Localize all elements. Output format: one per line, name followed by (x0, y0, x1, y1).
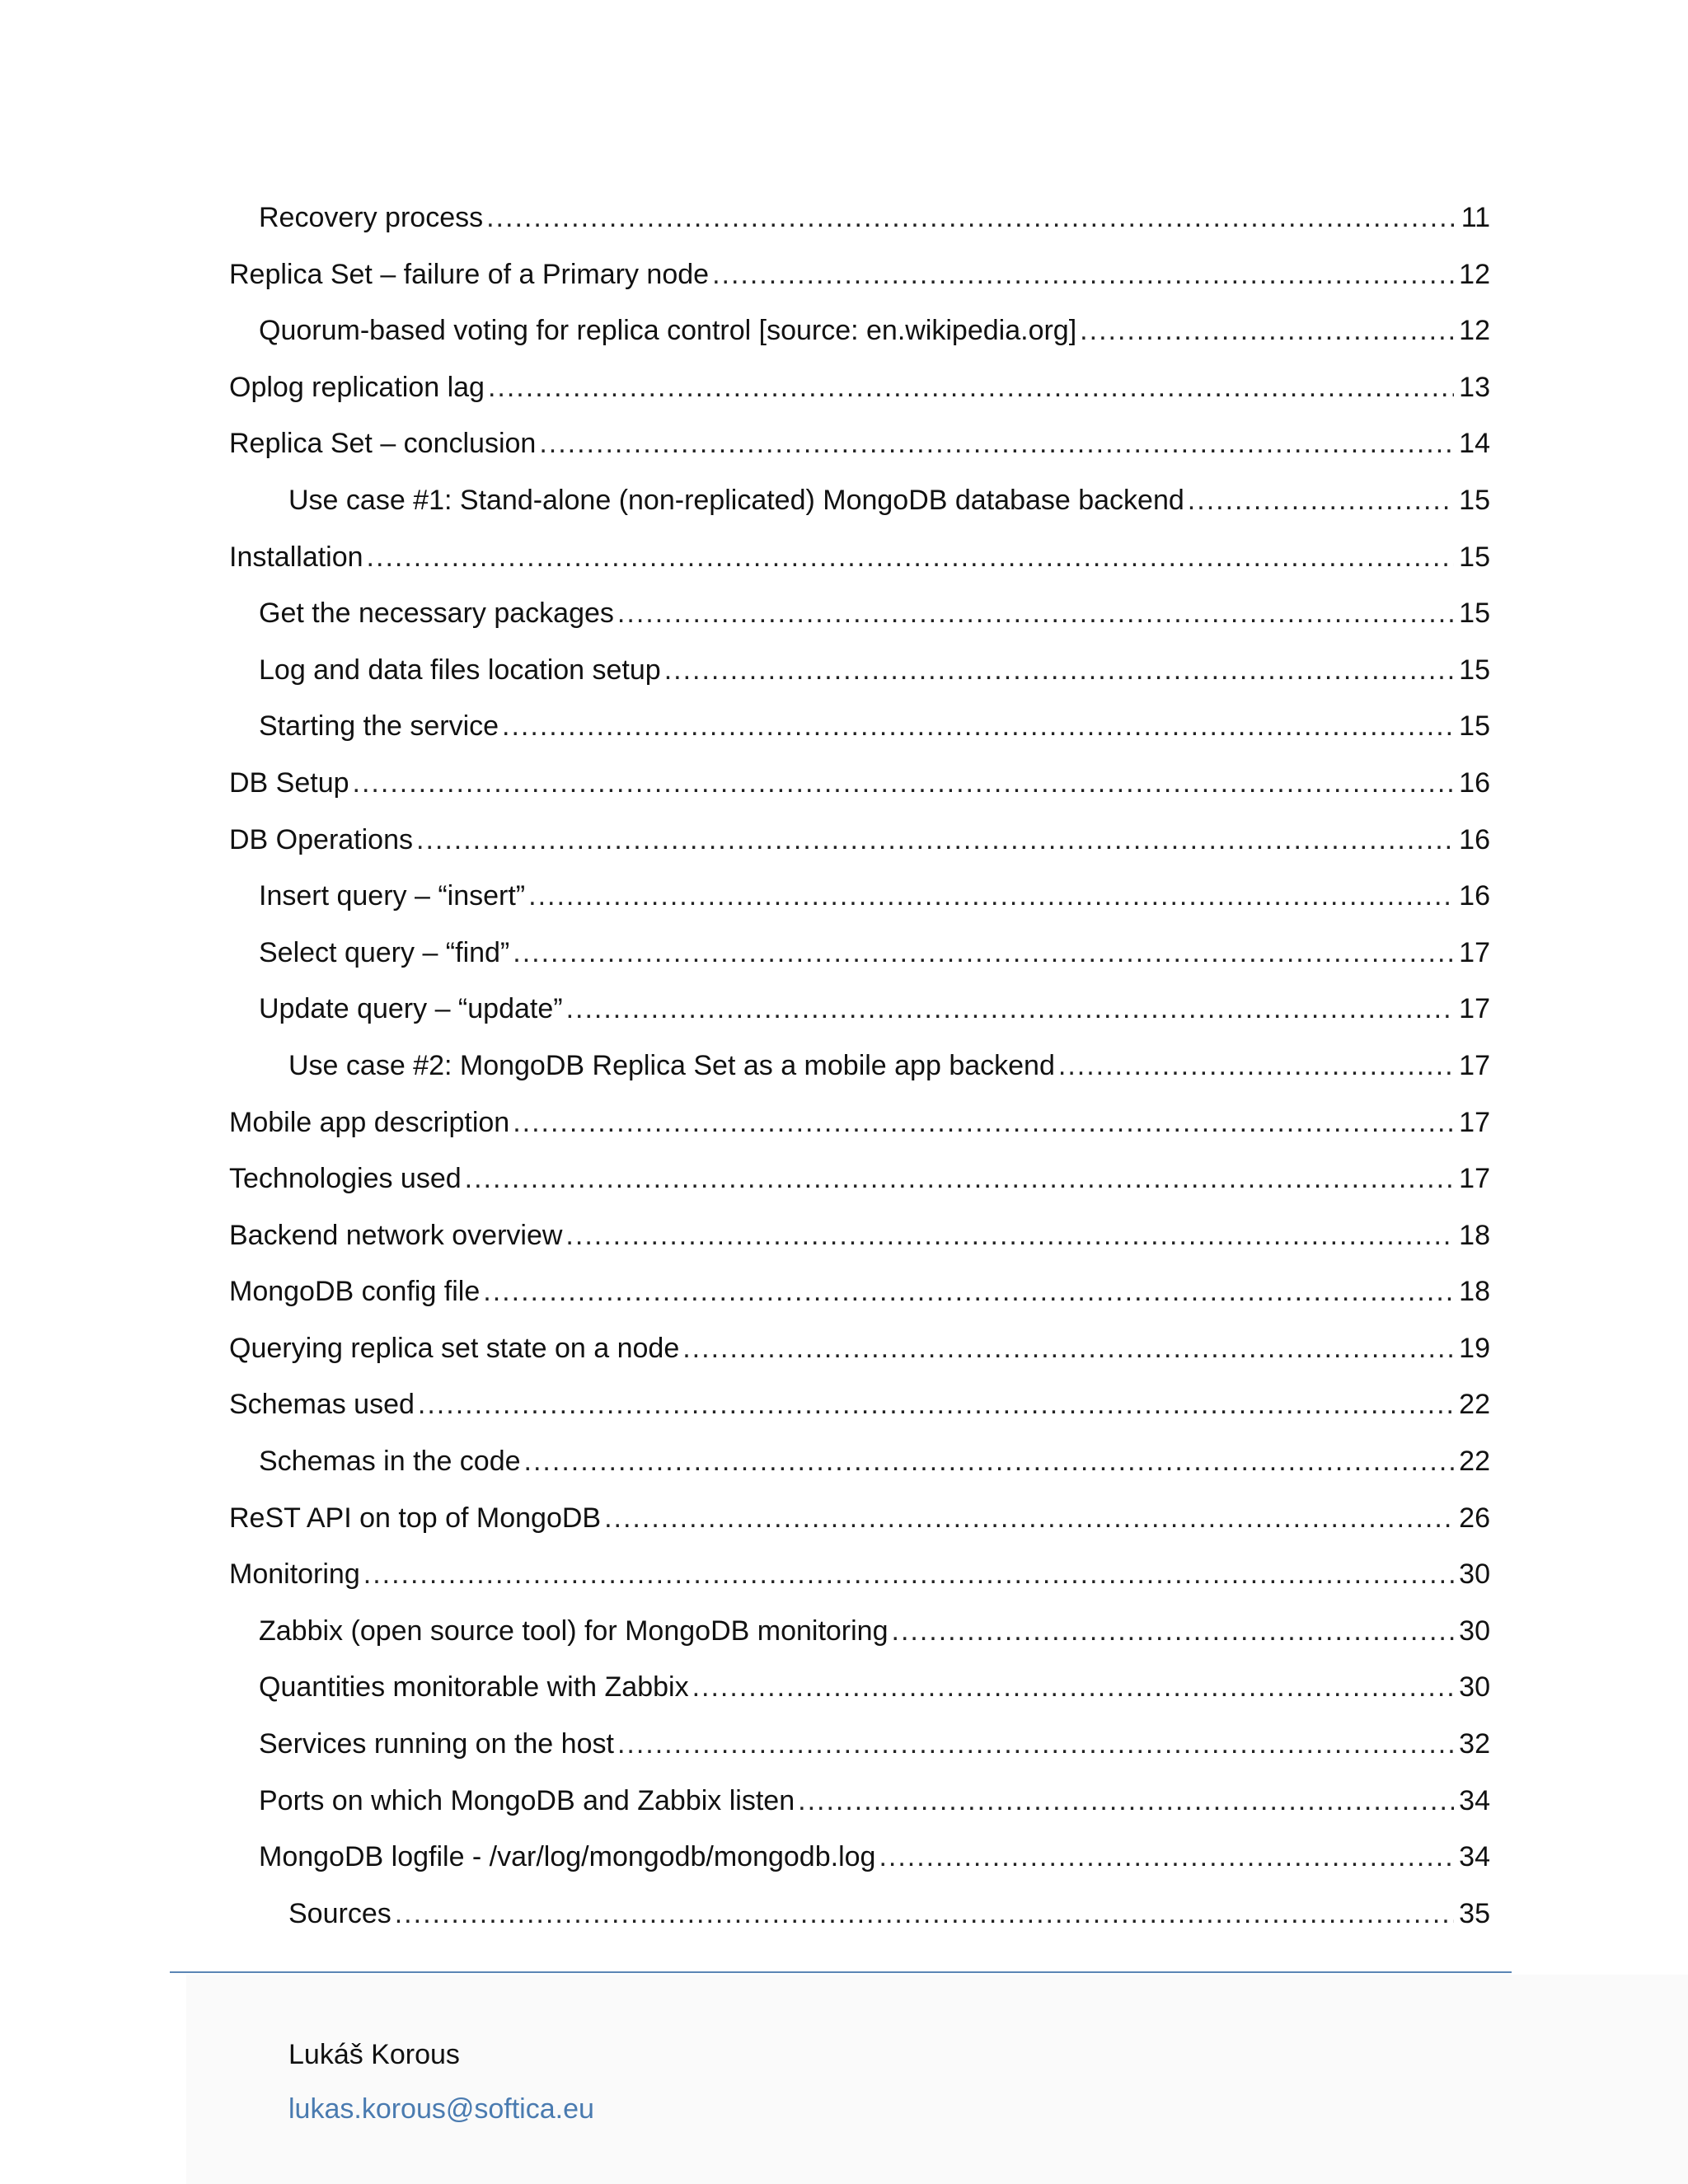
footer-author: Lukáš Korous (288, 2039, 460, 2070)
toc-entry[interactable] (229, 1214, 1490, 1271)
toc-entry[interactable] (229, 649, 1490, 705)
toc-entry-page-number: 19 (1459, 1332, 1490, 1364)
toc-dot-leader (664, 649, 1454, 691)
toc-entry-title: MongoDB config file (229, 1276, 481, 1308)
toc-entry-page-number: 18 (1459, 1276, 1490, 1308)
footer-divider (170, 1971, 1512, 1973)
toc-entry-title: Installation (229, 541, 363, 573)
toc-dot-leader (879, 1835, 1454, 1878)
toc-entry-page-number: 16 (1459, 766, 1490, 799)
toc-entry-title: Replica Set – failure of a Primary node (229, 258, 710, 290)
toc-dot-leader (692, 1666, 1454, 1708)
toc-entry[interactable] (229, 1157, 1490, 1214)
toc-entry-title: Zabbix (open source tool) for MongoDB monitoring (259, 1615, 889, 1647)
toc-entry-page-number: 15 (1459, 598, 1490, 630)
toc-entry-page-number: 17 (1459, 1049, 1490, 1081)
toc-dot-leader (539, 422, 1454, 465)
toc-entry-title: Mobile app description (229, 1106, 510, 1138)
toc-entry-page-number: 15 (1459, 654, 1490, 686)
toc-entry[interactable] (229, 987, 1490, 1044)
toc-entry-page-number: 30 (1459, 1671, 1490, 1704)
toc-dot-leader (416, 818, 1454, 861)
toc-dot-leader (712, 253, 1454, 296)
toc-dot-leader (418, 1383, 1454, 1426)
toc-entry[interactable] (229, 1553, 1490, 1610)
toc-entry[interactable] (229, 1327, 1490, 1384)
toc-dot-leader (528, 874, 1454, 917)
toc-entry-page-number: 15 (1459, 710, 1490, 743)
toc-entry-title: Backend network overview (229, 1219, 563, 1251)
toc-entry-title: Recovery process (259, 202, 484, 233)
toc-entry-title: Insert query – “insert” (259, 880, 526, 912)
toc-entry-title: Services running on the host (259, 1728, 614, 1760)
footer-email-link[interactable]: lukas.korous@softica.eu (288, 2093, 594, 2125)
toc-dot-leader (465, 1157, 1454, 1200)
toc-entry-title: Schemas in the code (259, 1446, 521, 1478)
toc-entry-page-number: 32 (1459, 1728, 1490, 1760)
toc-dot-leader (486, 196, 1454, 239)
toc-entry-title: MongoDB logfile - /var/log/mongodb/mongodb.log (259, 1841, 876, 1873)
toc-entry-page-number: 30 (1459, 1615, 1490, 1647)
toc-dot-leader (617, 592, 1454, 635)
toc-entry-page-number: 30 (1459, 1558, 1490, 1591)
toc-entry-page-number: 35 (1459, 1897, 1490, 1929)
toc-entry-title: Use case #1: Stand-alone (non-replicated) MongoDB database backend (288, 484, 1184, 516)
toc-entry[interactable] (229, 253, 1490, 310)
toc-entry-title: Technologies used (229, 1163, 462, 1195)
toc-entry[interactable] (229, 1610, 1490, 1666)
toc-entry[interactable] (229, 931, 1490, 988)
toc-entry-title: Starting the service (259, 710, 499, 743)
toc-entry-page-number: 34 (1459, 1784, 1490, 1816)
toc-dot-leader (565, 1214, 1454, 1257)
toc-dot-leader (363, 1553, 1454, 1596)
toc-entry[interactable] (229, 874, 1490, 931)
toc-entry-title: Sources (288, 1897, 392, 1929)
toc-entry[interactable] (229, 705, 1490, 762)
toc-entry[interactable] (229, 479, 1490, 536)
toc-entry[interactable] (229, 1101, 1490, 1158)
toc-entry[interactable] (229, 762, 1490, 818)
toc-entry-page-number: 16 (1459, 823, 1490, 855)
toc-entry-page-number: 26 (1459, 1502, 1490, 1534)
toc-dot-leader (488, 366, 1454, 409)
toc-entry-page-number: 11 (1461, 202, 1490, 233)
toc-dot-leader (617, 1722, 1454, 1765)
toc-dot-leader (604, 1497, 1454, 1540)
toc-entry-title: Log and data files location setup (259, 654, 661, 686)
toc-dot-leader (395, 1892, 1454, 1935)
toc-entry[interactable] (229, 818, 1490, 875)
toc-entry[interactable] (229, 1835, 1490, 1892)
toc-dot-leader (892, 1610, 1455, 1652)
toc-entry-title: Select query – “find” (259, 936, 510, 968)
toc-entry[interactable] (229, 1497, 1490, 1554)
toc-entry-title: DB Setup (229, 766, 349, 799)
toc-entry-page-number: 17 (1459, 1163, 1490, 1195)
toc-dot-leader (353, 762, 1454, 804)
toc-entry-title: Oplog replication lag (229, 371, 485, 403)
toc-entry-title: Monitoring (229, 1558, 360, 1591)
toc-entry-page-number: 12 (1459, 258, 1490, 290)
toc-entry-page-number: 14 (1459, 428, 1490, 460)
toc-entry[interactable] (229, 1779, 1490, 1836)
toc-dot-leader (513, 1101, 1454, 1144)
toc-entry[interactable] (229, 1666, 1490, 1722)
toc-entry-title: Ports on which MongoDB and Zabbix listen (259, 1784, 795, 1816)
toc-entry-page-number: 22 (1459, 1446, 1490, 1478)
toc-entry-page-number: 17 (1459, 993, 1490, 1025)
toc-dot-leader (1080, 309, 1454, 352)
toc-entry-title: Schemas used (229, 1389, 415, 1421)
toc-entry[interactable] (229, 1722, 1490, 1779)
toc-dot-leader (502, 705, 1454, 748)
toc-entry[interactable] (229, 366, 1490, 423)
toc-entry-page-number: 34 (1459, 1841, 1490, 1873)
toc-dot-leader (367, 536, 1454, 579)
footer-panel (186, 1975, 1688, 2184)
toc-entry-page-number: 16 (1459, 880, 1490, 912)
toc-entry-page-number: 15 (1459, 484, 1490, 516)
toc-entry[interactable] (229, 1383, 1490, 1440)
toc-dot-leader (566, 987, 1454, 1030)
toc-entry-title: Get the necessary packages (259, 598, 614, 630)
toc-entry-title: Quantities monitorable with Zabbix (259, 1671, 689, 1704)
toc-entry[interactable] (229, 1044, 1490, 1101)
toc-entry[interactable] (229, 1270, 1490, 1327)
toc-entry-title: Use case #2: MongoDB Replica Set as a mobile app backend (288, 1049, 1055, 1081)
toc-entry-page-number: 12 (1459, 315, 1490, 347)
toc-entry-title: Replica Set – conclusion (229, 428, 537, 460)
toc-dot-leader (798, 1779, 1454, 1822)
toc-entry-title: Quorum-based voting for replica control [source: en.wikipedia.org] (259, 315, 1077, 347)
toc-entry-page-number: 22 (1459, 1389, 1490, 1421)
toc-entry[interactable] (229, 196, 1490, 253)
toc-entry-page-number: 15 (1459, 541, 1490, 573)
toc-entry-page-number: 13 (1459, 371, 1490, 403)
toc-entry[interactable] (229, 309, 1490, 366)
toc-entry[interactable] (229, 1892, 1490, 1949)
toc-dot-leader (483, 1270, 1454, 1313)
toc-dot-leader (1188, 479, 1454, 522)
toc-entry-title: ReST API on top of MongoDB (229, 1502, 602, 1534)
toc-entry-page-number: 17 (1459, 936, 1490, 968)
toc-entry[interactable] (229, 592, 1490, 649)
toc-entry-page-number: 17 (1459, 1106, 1490, 1138)
toc-entry-page-number: 18 (1459, 1219, 1490, 1251)
toc-entry[interactable] (229, 422, 1490, 479)
toc-entry-title: Querying replica set state on a node (229, 1332, 680, 1364)
toc-dot-leader (524, 1440, 1454, 1483)
toc-dot-leader (1058, 1044, 1454, 1087)
toc-entry-title: DB Operations (229, 823, 413, 855)
toc-dot-leader (682, 1327, 1454, 1370)
toc-dot-leader (513, 931, 1454, 974)
table-of-contents (229, 196, 1490, 1948)
toc-entry[interactable] (229, 1440, 1490, 1497)
toc-entry[interactable] (229, 536, 1490, 593)
toc-entry-title: Update query – “update” (259, 993, 563, 1025)
